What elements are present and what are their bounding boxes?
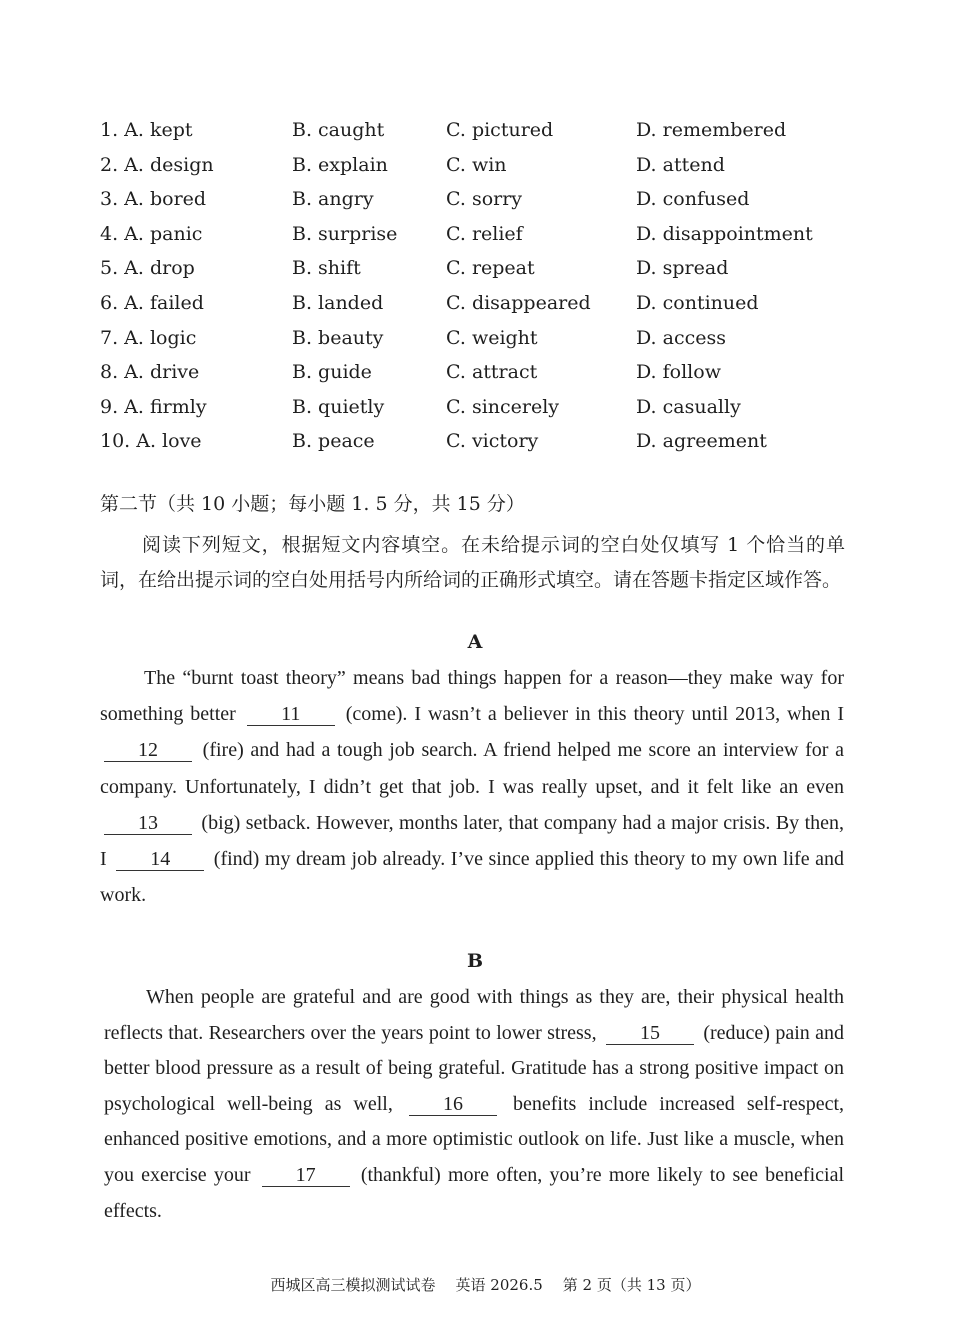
- option-a: 4. A. panic: [100, 222, 203, 245]
- blank-15: 15: [606, 1022, 694, 1045]
- passage-b: [104, 980, 844, 1229]
- option-c: C. disappeared: [446, 291, 591, 314]
- option-d: D. spread: [636, 257, 729, 280]
- option-a: 7. A. logic: [100, 326, 197, 349]
- option-b: B. shift: [292, 257, 361, 280]
- option-c: C. pictured: [446, 119, 554, 141]
- option-d: D. remembered: [636, 119, 787, 141]
- option-a: 1. A. kept: [100, 119, 193, 141]
- option-row: [100, 358, 860, 393]
- passage-b-heading: B: [466, 950, 484, 972]
- option-d: D. access: [636, 326, 726, 349]
- page-footer: [0, 1274, 971, 1296]
- option-row: [100, 393, 860, 428]
- option-row: [100, 427, 860, 462]
- option-d: D. disappointment: [636, 222, 813, 245]
- option-a: 10. A. love: [100, 430, 202, 453]
- option-a: 2. A. design: [100, 153, 214, 176]
- option-a: 8. A. drive: [100, 361, 200, 384]
- option-row: [100, 324, 860, 359]
- section-title: 第二节（共 10 小题；每小题 1. 5 分，共 15 分）: [100, 493, 525, 515]
- passage-text: The “burnt toast theory” means bad things happen for a reason—they make way for something better: [100, 667, 844, 726]
- option-c: C. attract: [446, 361, 538, 384]
- option-b: B. guide: [292, 361, 372, 384]
- passage-text: (fire) and had a tough job search. A friend helped me score an interview for a company. Unfortunately, I didn’t get that job. I was really upset, and it felt like an even: [100, 739, 844, 798]
- option-d: D. attend: [636, 153, 725, 176]
- option-d: D. follow: [636, 361, 721, 384]
- option-a: 5. A. drop: [100, 257, 195, 280]
- option-a: 6. A. failed: [100, 291, 204, 314]
- blank-13: 13: [104, 812, 192, 835]
- option-row: [100, 185, 860, 220]
- passage-text: When people are grateful and are good with things as they are, their physical health reflects that. Researchers over the years point to lower stress,: [104, 986, 844, 1044]
- option-b: B. surprise: [292, 222, 398, 245]
- passage-text: benefits include increased self-respect, enhanced positive emotions, and a more optimistic outlook on life. Just like a muscle, when you exercise your: [104, 1092, 845, 1186]
- blank-11: 11: [247, 703, 335, 726]
- passage-a: [100, 660, 844, 913]
- option-b: B. explain: [292, 153, 388, 176]
- option-c: C. sincerely: [446, 395, 560, 418]
- option-b: B. beauty: [292, 326, 384, 349]
- passage-text: (thankful) more often, you’re more likely to see beneficial effects.: [104, 1163, 845, 1222]
- option-b: B. quietly: [292, 395, 385, 418]
- option-b: B. caught: [292, 119, 385, 141]
- blank-17: 17: [262, 1164, 350, 1187]
- option-c: C. win: [446, 153, 507, 176]
- passage-text: (reduce) pain and better blood pressure as a result of being grateful. Gratitude has a strong positive impact on psychological well-being as well,: [104, 1021, 845, 1115]
- option-row: [100, 220, 860, 255]
- blank-16: 16: [409, 1093, 497, 1116]
- passage-text: (big) setback. However, months later, that company had a major crisis. By then, I: [100, 811, 845, 871]
- passage-text: (find) my dream job already. I’ve since applied this theory to my own life and work.: [100, 848, 845, 907]
- blank-12: 12: [104, 739, 192, 762]
- option-c: C. sorry: [446, 188, 523, 211]
- option-a: 9. A. firmly: [100, 395, 207, 418]
- option-d: D. agreement: [636, 430, 767, 453]
- option-c: C. relief: [446, 222, 523, 245]
- option-d: D. confused: [636, 188, 750, 211]
- footer-subject: 英语 2026.5: [455, 1276, 543, 1294]
- option-row: [100, 254, 860, 289]
- option-d: D. casually: [636, 395, 741, 418]
- option-row: [100, 289, 860, 324]
- section-instructions: 阅读下列短文，根据短文内容填空。在未给提示词的空白处仅填写 1 个恰当的单词，在给出提示词的空白处用括号内所给词的正确形式填空。请在答题卡指定区域作答。: [100, 534, 845, 591]
- option-b: B. peace: [292, 430, 375, 453]
- passage-a-heading: A: [467, 631, 483, 653]
- blank-14: 14: [116, 848, 204, 871]
- option-a: 3. A. bored: [100, 188, 207, 211]
- option-c: C. victory: [446, 430, 539, 453]
- option-c: C. repeat: [446, 257, 535, 280]
- footer-page-number: 第 2 页（共 13 页）: [562, 1276, 701, 1294]
- option-row: [100, 116, 860, 151]
- option-d: D. continued: [636, 291, 759, 314]
- option-c: C. weight: [446, 326, 538, 349]
- option-b: B. landed: [292, 291, 384, 314]
- options-table: [100, 116, 860, 462]
- option-b: B. angry: [292, 188, 374, 211]
- option-row: [100, 151, 860, 186]
- passage-text: (come). I wasn’t a believer in this theory until 2013, when I: [345, 703, 845, 726]
- footer-exam-name: 西城区高三模拟测试试卷: [270, 1276, 436, 1294]
